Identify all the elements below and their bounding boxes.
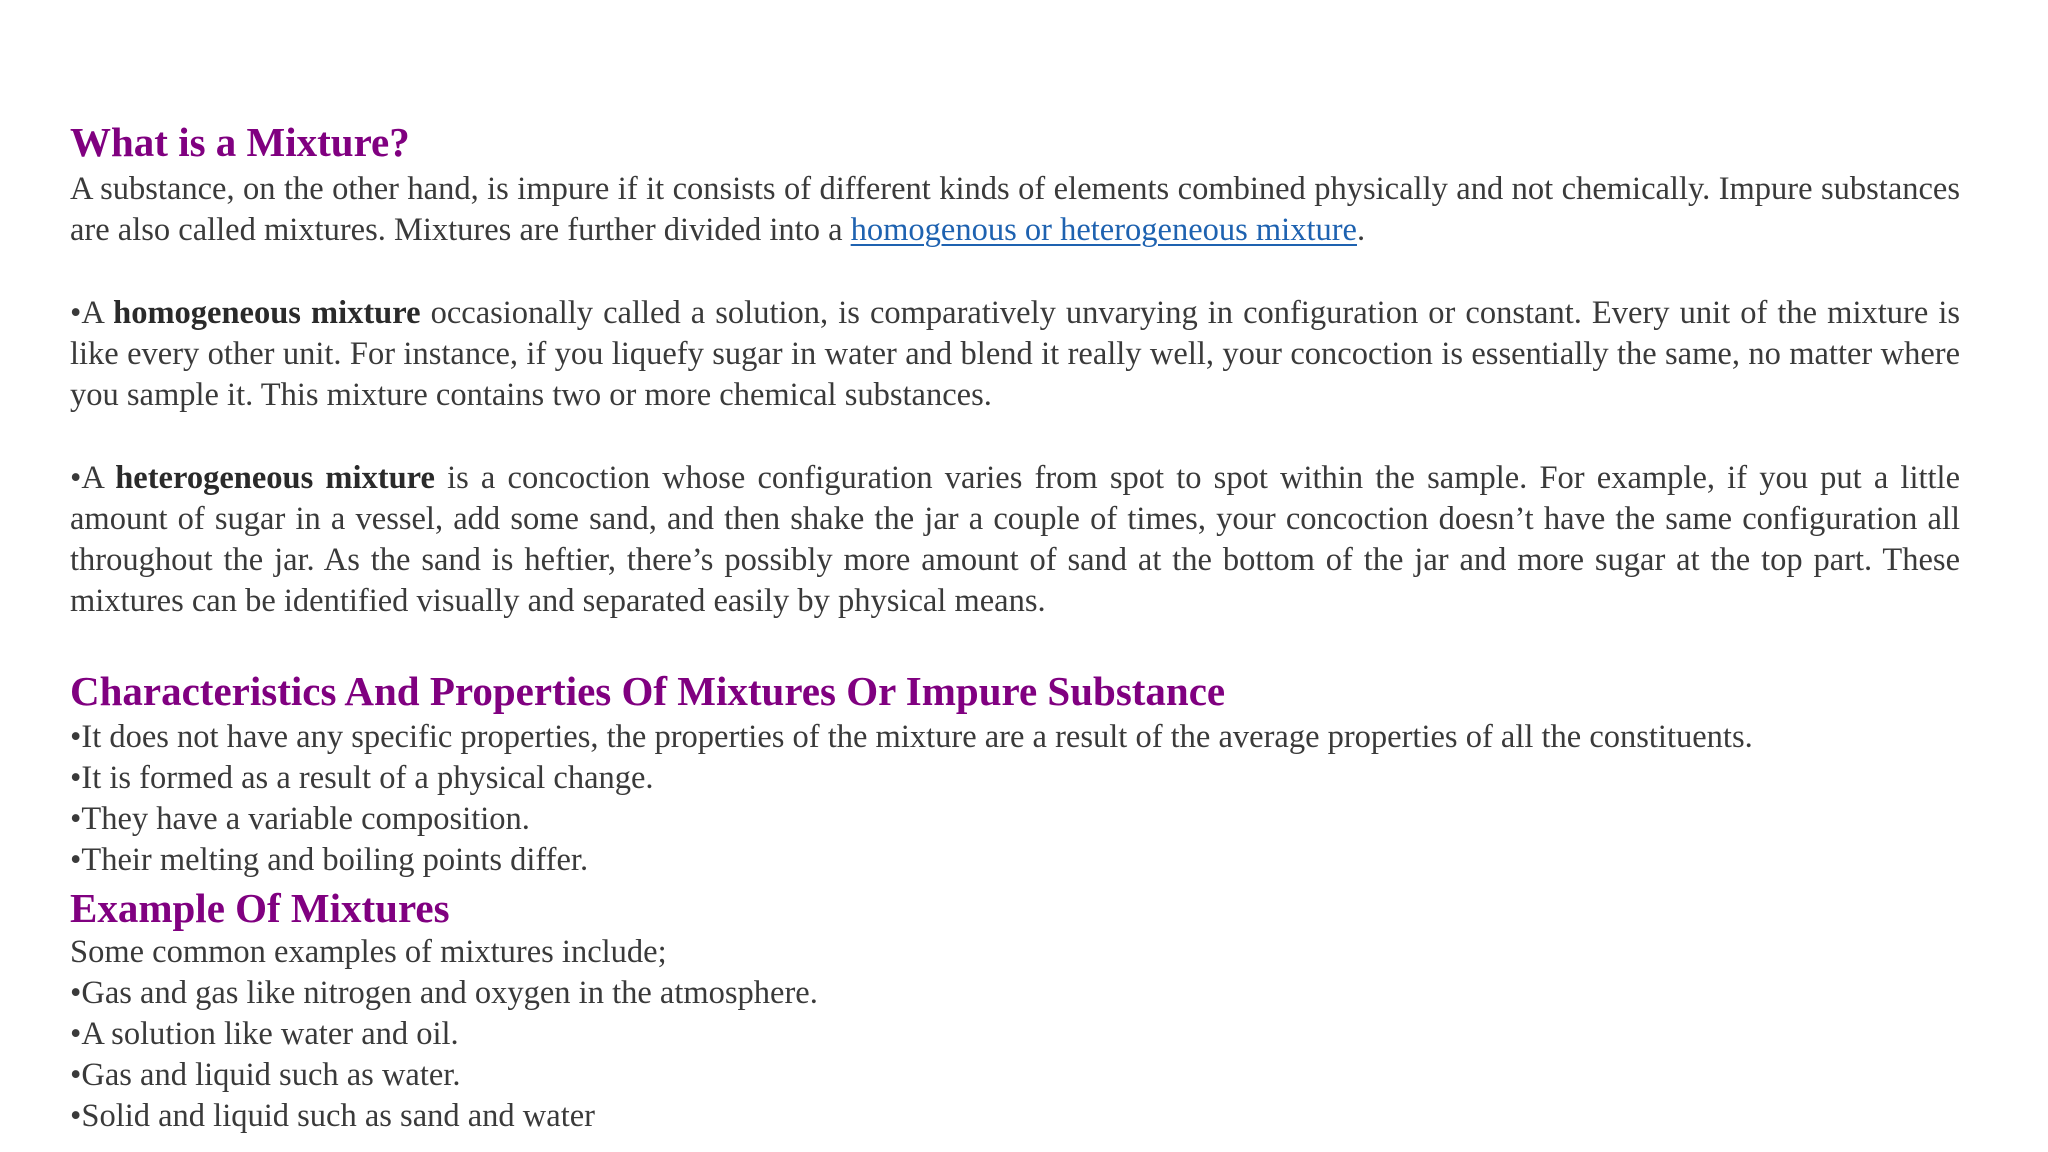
heading-characteristics: Characteristics And Properties Of Mixtures Or Impure Substance	[70, 668, 1226, 714]
list-item-example: •Solid and liquid such as sand and water	[70, 1098, 595, 1134]
bullet-prefix: •A	[70, 460, 116, 496]
homogenous-heterogeneous-link[interactable]: homogenous or heterogeneous mixture	[850, 212, 1357, 248]
paragraph-heterogeneous	[70, 458, 1960, 622]
term-heterogeneous-mixture: heterogeneous mixture	[115, 460, 435, 496]
list-item-characteristic: •They have a variable composition.	[70, 801, 530, 837]
list-item-characteristic: •It is formed as a result of a physical change.	[70, 760, 654, 796]
list-item-example: •Gas and liquid such as water.	[70, 1057, 461, 1093]
examples-intro: Some common examples of mixtures include;	[70, 934, 667, 970]
paragraph-homogeneous	[70, 293, 1960, 416]
heterogeneous-text: is a concoction whose configuration varies from spot to spot within the sample. For example, if you put a little amount of sugar in a vessel, add some sand, and then shake the jar a couple of times, your concoction doesn’t have the same configuration all throughout the jar. As the sand is heftier, there’s possibly more amount of sand at the bottom of the jar and more sugar at the top part. These mixtures can be identified visually and separated easily by physical means.	[70, 460, 1960, 619]
intro-end: .	[1356, 212, 1366, 248]
heading-what-is-a-mixture: What is a Mixture?	[70, 119, 410, 165]
list-item-characteristic: •Their melting and boiling points differ.	[70, 842, 589, 878]
document-page	[70, 0, 1960, 1152]
term-homogeneous-mixture: homogeneous mixture	[113, 295, 421, 331]
paragraph-intro	[70, 169, 1960, 251]
list-item-example: •A solution like water and oil.	[70, 1016, 459, 1052]
homogeneous-text: occasionally called a solution, is comparatively unvarying in configuration or constant. Every unit of the mixture is like every other unit. For instance, if you liquefy sugar in water and blend it really well, your concoction is essentially the same, no matter where you sample it. This mixture contains two or more chemical substances.	[70, 295, 1960, 413]
list-item-characteristic: •It does not have any specific properties, the properties of the mixture are a result of the average properties of all the constituents.	[70, 719, 1753, 755]
heading-example-of-mixtures: Example Of Mixtures	[70, 885, 450, 931]
intro-text: A substance, on the other hand, is impure if it consists of different kinds of elements combined physically and not chemically. Impure substances are also called mixtures. Mixtures are further divided into a	[70, 171, 1960, 248]
list-item-example: •Gas and gas like nitrogen and oxygen in the atmosphere.	[70, 975, 818, 1011]
bullet-prefix: •A	[70, 295, 114, 331]
